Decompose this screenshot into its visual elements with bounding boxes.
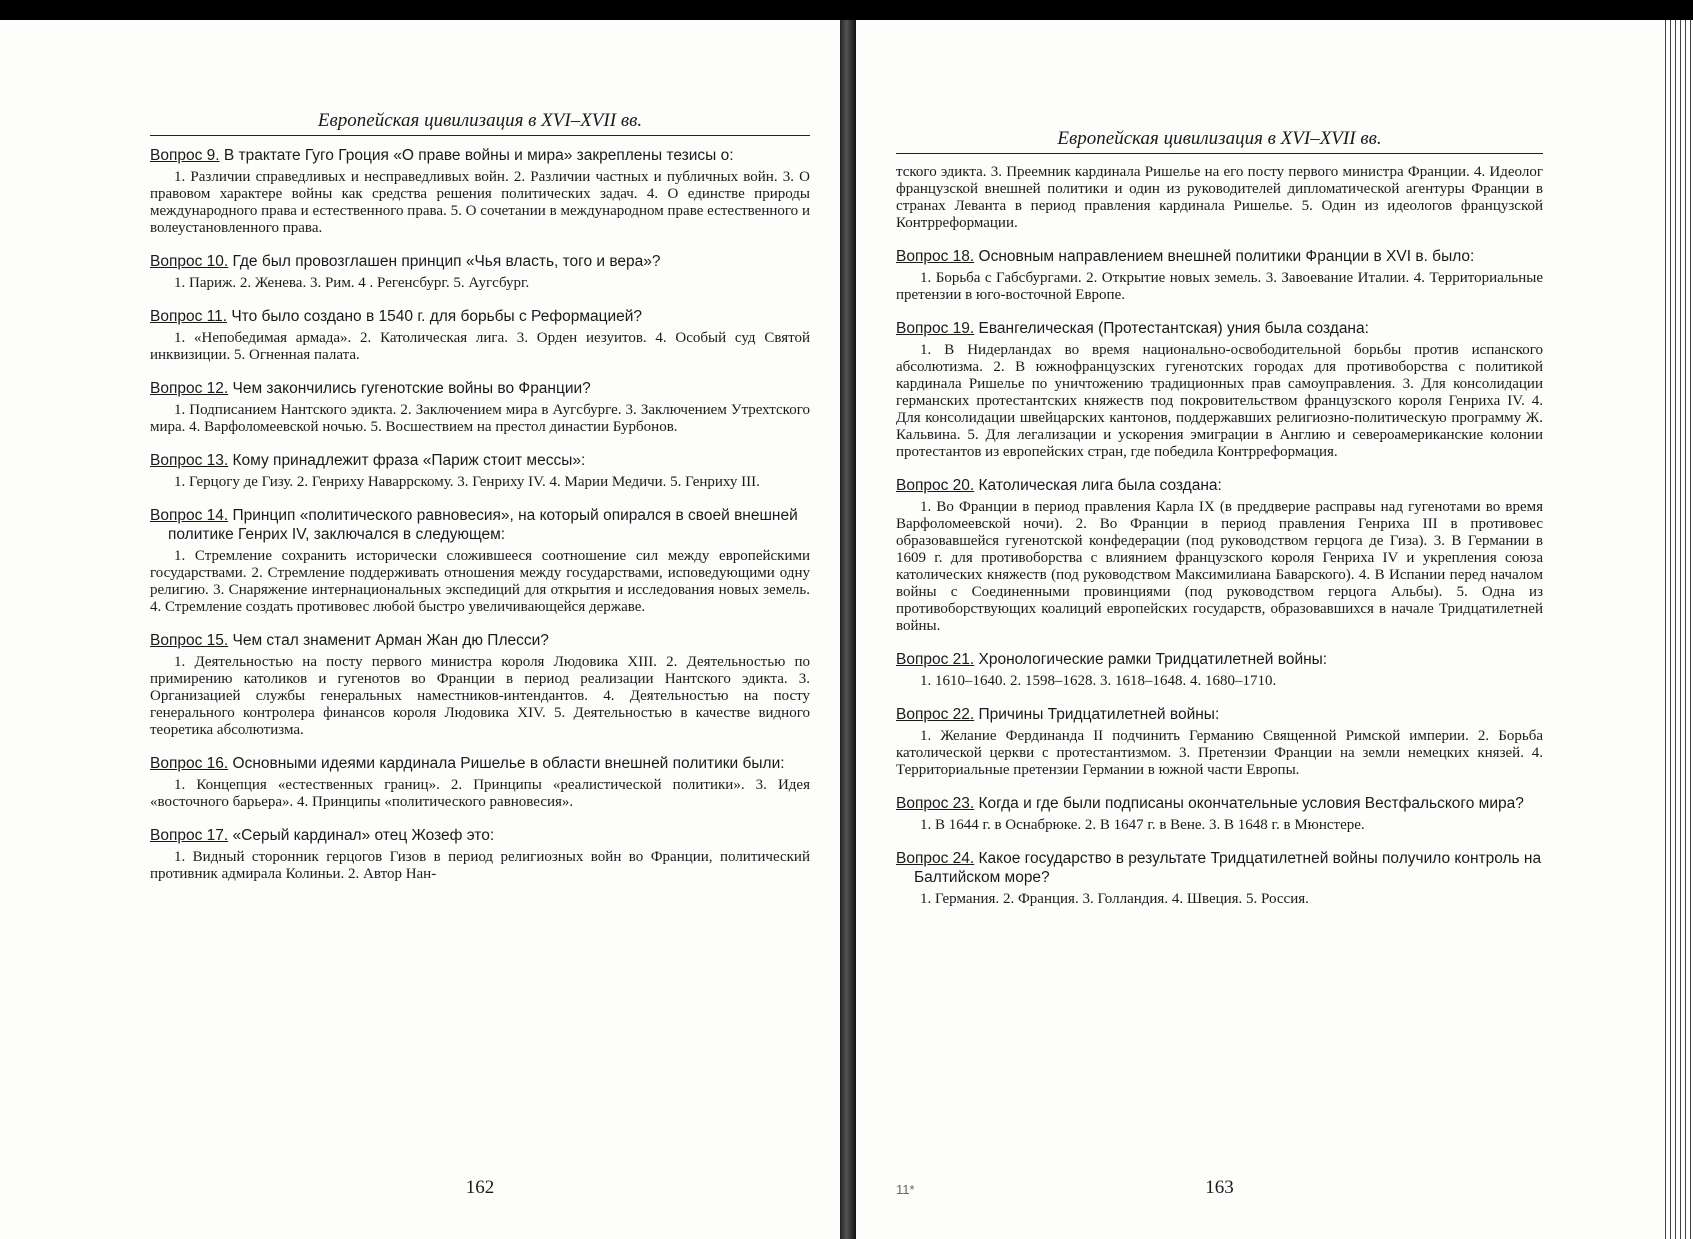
question-text [150, 631, 810, 650]
question-body: Основным направлением внешней политики Франции в XVI в. было: [974, 248, 1475, 265]
question-label: Вопрос 16. [150, 755, 229, 772]
question-text [896, 476, 1543, 495]
question-label: Вопрос 9. [150, 147, 220, 164]
question-label: Вопрос 10. [150, 253, 229, 270]
question-label: Вопрос 22. [896, 706, 975, 723]
answer-options: 1. Концепция «естественных границ». 2. Принципы «реалистической политики». 3. Идея «восточного барьера». 4. Принципы «политического равновесия». [150, 777, 810, 810]
question-text [150, 146, 810, 165]
question-block [896, 319, 1543, 461]
question-text [896, 794, 1543, 813]
question-body: Основными идеями кардинала Ришелье в области внешней политики были: [228, 755, 785, 772]
question-block [896, 849, 1543, 908]
question-body: Где был провозглашен принцип «Чья власть, того и вера»? [228, 253, 661, 270]
question-label: Вопрос 18. [896, 248, 975, 265]
question-body: Принцип «политического равновесия», на который опирался в своей внешней политике Генрих IV, заключался в следующем: [168, 507, 798, 543]
question-text [896, 849, 1543, 887]
page-number: 162 [465, 1177, 495, 1198]
question-block [150, 379, 810, 436]
question-text [150, 826, 810, 845]
page-edges [1663, 20, 1693, 1239]
answer-options: 1. Париж. 2. Женева. 3. Рим. 4 . Регенсбург. 5. Аугсбург. [174, 275, 530, 291]
question-list [150, 146, 810, 883]
answer-options: 1. Герцогу де Гизу. 2. Генриху Наваррскому. 3. Генриху IV. 4. Марии Медичи. 5. Генриху III. [174, 474, 760, 490]
question-list [896, 247, 1543, 908]
question-body: Католическая лига была создана: [974, 477, 1222, 494]
question-block [896, 476, 1543, 635]
question-block [150, 451, 810, 491]
running-header: Европейская цивилизация в XVI–XVII вв. [150, 110, 810, 136]
question-body: Чем стал знаменит Арман Жан дю Плесси? [228, 632, 549, 649]
left-page [0, 20, 840, 1239]
answer-options: 1. В 1644 г. в Оснабрюке. 2. В 1647 г. в Вене. 3. В 1648 г. в Мюнстере. [920, 817, 1365, 833]
question-block [896, 705, 1543, 779]
question-label: Вопрос 11. [150, 308, 228, 325]
question-text [150, 754, 810, 773]
answer-options: 1. 1610–1640. 2. 1598–1628. 3. 1618–1648. 4. 1680–1710. [920, 673, 1277, 689]
answer-options: 1. Видный сторонник герцогов Гизов в период религиозных войн во Франции, политический противник адмирала Колиньи. 2. Автор Нан- [150, 849, 810, 882]
question-block [896, 650, 1543, 690]
question-label: Вопрос 13. [150, 452, 229, 469]
continued-answer: тского эдикта. 3. Преемник кардинала Ришелье на его посту первого министра Франции. 4. Идеолог французской внешней политики и один из руководителей дипломатической агентуры Франции в странах Леванта в период правления кардинала Ришелье. 5. Один из идеологов французской Контрреформации. [896, 164, 1543, 231]
question-body: Какое государство в результате Тридцатилетней войны получило контроль на Балтийском море? [914, 850, 1542, 886]
question-body: Что было создано в 1540 г. для борьбы с Реформацией? [227, 308, 643, 325]
question-text [150, 506, 810, 544]
answer-options: 1. Германия. 2. Франция. 3. Голландия. 4. Швеция. 5. Россия. [920, 891, 1309, 907]
question-label: Вопрос 17. [150, 827, 229, 844]
question-label: Вопрос 21. [896, 651, 975, 668]
question-body: Когда и где были подписаны окончательные условия Вестфальского мира? [974, 795, 1524, 812]
question-block [150, 252, 810, 292]
question-body: Кому принадлежит фраза «Париж стоит мессы»: [228, 452, 586, 469]
question-block [150, 754, 810, 811]
question-body: «Серый кардинал» отец Жозеф это: [228, 827, 495, 844]
question-text [896, 319, 1543, 338]
question-block [150, 506, 810, 616]
answer-options: 1. Различии справедливых и несправедливых войн. 2. Различии частных и публичных войн. 3. О правовом характере войны как средства решения политических задач. 4. О единстве природы международного права и естественного права. 5. О сочетании в международном праве естественного и волеустановленного права. [150, 169, 810, 236]
question-text [150, 379, 810, 398]
question-body: Хронологические рамки Тридцатилетней войны: [974, 651, 1328, 668]
book-spine [840, 20, 856, 1239]
question-label: Вопрос 12. [150, 380, 229, 397]
answer-options: 1. Желание Фердинанда II подчинить Германию Священной Римской империи. 2. Борьба католической церкви с протестантизмом. 3. Претензии Франции на земли немецких князей. 4. Территориальные претензии Германии в южной части Европы. [896, 728, 1543, 778]
answer-options: 1. Стремление сохранить исторически сложившееся соотношение сил между европейскими государствами. 2. Стремление поддерживать отношения между государствами, исповедующими одну религию. 3. Снаряжение интернациональных экспедиций для открытия и исследования новых земель. 4. Стремление создать противовес любой быстро увеличивающейся державе. [150, 548, 810, 615]
question-block [150, 631, 810, 739]
answer-options: 1. Деятельностью на посту первого министра короля Людовика XIII. 2. Деятельностью по примирению католиков и гугенотов во Франции в период реализации Нантского эдикта. 3. Организацией службы генеральных наместников-интендантов. 4. Деятельностью на посту генерального контролера финансов короля Людовика XIV. 5. Деятельностью в качестве видного теоретика абсолютизма. [150, 654, 810, 738]
question-label: Вопрос 14. [150, 507, 229, 524]
question-block [150, 307, 810, 364]
question-label: Вопрос 24. [896, 850, 975, 867]
question-body: В трактате Гуго Гроция «О праве войны и мира» закреплены тезисы о: [219, 147, 734, 164]
answer-options: 1. Во Франции в период правления Карла IX (в преддверие расправы над гугенотами во время Варфоломеевской ночи). 2. Во Франции в период правления Генриха III в противовес образовавшейся гугенотской конфедерации (под руководством герцога де Гиза). 3. В Германии в 1609 г. для противоборства с влиянием французского короля Генриха IV и укрепления союза католических княжеств (под руководством Максимилиана Баварского). 4. В Испании перед началом войны с Соединенными провинциями (под руководством герцога Альбы). 5. Одна из противоборствующих коалиций европейских государств, образовавшихся в начале Тридцатилетней войны. [896, 499, 1543, 634]
question-text [150, 451, 810, 470]
question-block [150, 826, 810, 883]
question-block [150, 146, 810, 237]
question-label: Вопрос 19. [896, 320, 975, 337]
answer-options: 1. В Нидерландах во время национально-освободительной борьбы против испанского абсолютизма. 2. В южнофранцузских гугенотских городах для противоборства с политикой кардинала Ришелье по уничтожению традиционных прав самоуправления. 3. Для консолидации германских протестантских княжеств под покровительством французского короля Генриха IV. 4. Для консолидации швейцарских кантонов, поддержавших религиозно-политическую программу Ж. Кальвина. 5. Для легализации и ускорения эмиграции в Англию и североамериканские колонии протестантов из европейских стран, где победила Контрреформация. [896, 342, 1543, 460]
question-text [896, 650, 1543, 669]
question-block [896, 794, 1543, 834]
question-label: Вопрос 15. [150, 632, 229, 649]
question-body: Евангелическая (Протестантская) уния была создана: [974, 320, 1369, 337]
question-label: Вопрос 23. [896, 795, 975, 812]
answer-options: 1. Борьба с Габсбургами. 2. Открытие новых земель. 3. Завоевание Италии. 4. Территориальные претензии в юго-восточной Европе. [896, 270, 1543, 303]
question-text [150, 307, 810, 326]
question-block [896, 247, 1543, 304]
question-body: Чем закончились гугенотские войны во Франции? [228, 380, 591, 397]
question-label: Вопрос 20. [896, 477, 975, 494]
question-text [896, 705, 1543, 724]
right-page [856, 20, 1693, 1239]
answer-options: 1. «Непобедимая армада». 2. Католическая лига. 3. Орден иезуитов. 4. Особый суд Святой инквизиции. 5. Огненная палата. [150, 330, 810, 363]
answer-options: 1. Подписанием Нантского эдикта. 2. Заключением мира в Аугсбурге. 3. Заключением Утрехтского мира. 4. Варфоломеевской ночью. 5. Восшествием на престол династии Бурбонов. [150, 402, 810, 435]
running-header: Европейская цивилизация в XVI–XVII вв. [896, 128, 1543, 154]
question-text [896, 247, 1543, 266]
question-text [150, 252, 810, 271]
page-mark: 11* [896, 1182, 915, 1197]
page-number: 163 [1205, 1177, 1234, 1198]
question-body: Причины Тридцатилетней войны: [974, 706, 1220, 723]
